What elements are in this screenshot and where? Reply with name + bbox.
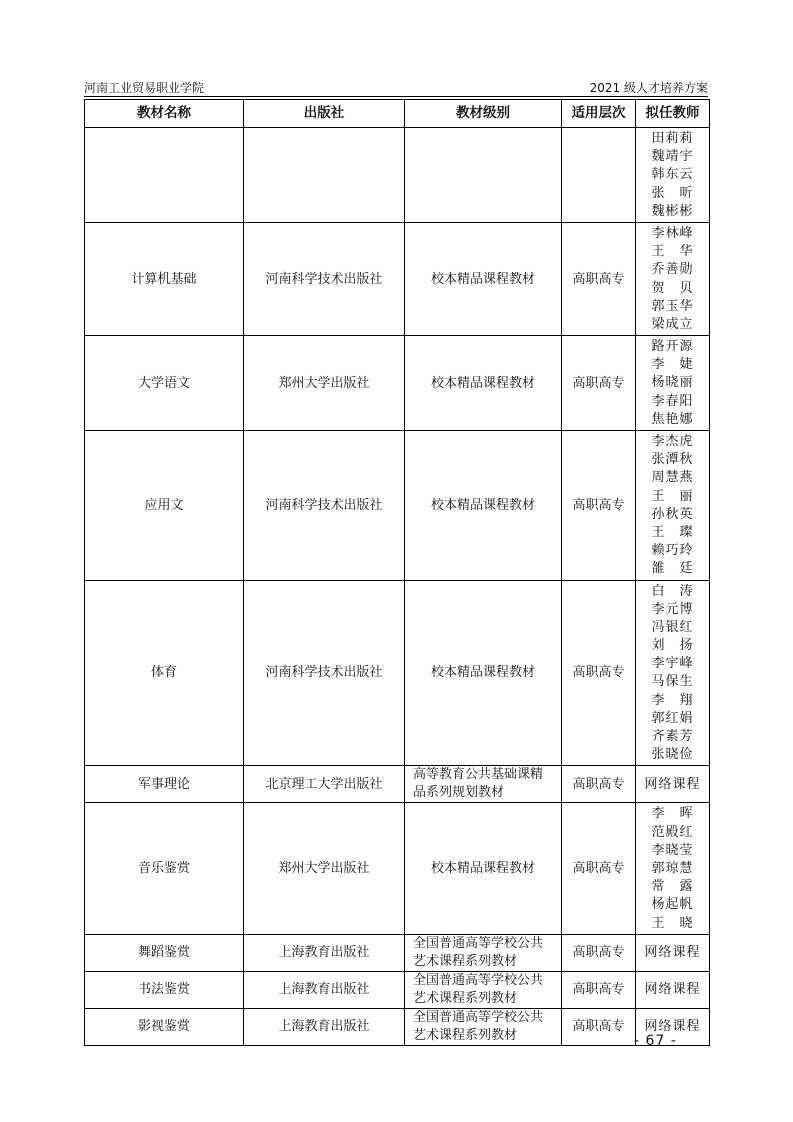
table-row	[85, 580, 710, 766]
teacher-name: 李晓莹	[651, 842, 694, 858]
cell-applicable-tier: 高职高专	[562, 431, 636, 581]
teacher-list	[640, 128, 705, 222]
cell-textbook-name: 军事理论	[85, 766, 244, 803]
textbook-level-line: 全国普通高等学校公共	[413, 1009, 544, 1025]
teacher-name: 李 翔	[651, 692, 694, 708]
teacher-name: 齐素芳	[651, 729, 694, 744]
textbook-table	[84, 99, 710, 1046]
textbook-level-line: 全国普通高等学校公共	[413, 972, 544, 988]
teacher-name: 郭红娟	[651, 710, 694, 726]
cell-teachers	[636, 934, 710, 971]
cell-textbook-name: 书法鉴赏	[85, 971, 244, 1008]
teacher-name: 梁成立	[651, 316, 694, 332]
cell-textbook-name: 舞蹈鉴赏	[85, 934, 244, 971]
table-body	[85, 128, 710, 1046]
table-row	[85, 971, 710, 1008]
column-header-textbook-level: 教材级别	[405, 100, 562, 128]
textbook-level-line: 品系列规划教材	[413, 785, 505, 801]
cell-teachers	[636, 803, 710, 934]
teacher-name: 网络课程	[644, 1019, 701, 1035]
teacher-name: 杨起帆	[651, 897, 694, 913]
column-header-publisher: 出版社	[244, 100, 405, 128]
table-row	[85, 766, 710, 803]
cell-textbook-level: 校本精品课程教材	[405, 580, 562, 766]
table-row	[85, 1008, 710, 1045]
cell-publisher: 河南科学技术出版社	[244, 431, 405, 581]
cell-publisher	[244, 128, 405, 223]
cell-textbook-level: 校本精品课程教材	[405, 803, 562, 934]
column-header-textbook-name: 教材名称	[85, 100, 244, 128]
header-rule	[84, 96, 708, 97]
cell-textbook-level: 校本精品课程教材	[405, 336, 562, 431]
table-row	[85, 222, 710, 335]
teacher-list	[640, 942, 705, 963]
cell-publisher: 上海教育出版社	[244, 934, 405, 971]
teacher-name: 冯银红	[651, 619, 694, 635]
cell-textbook-level	[405, 128, 562, 223]
cell-textbook-name: 音乐鉴赏	[85, 803, 244, 934]
column-header-applicable-tier: 适用层次	[562, 100, 636, 128]
teacher-list	[640, 979, 705, 1000]
cell-publisher: 北京理工大学出版社	[244, 766, 405, 803]
table-row	[85, 934, 710, 971]
cell-publisher: 上海教育出版社	[244, 971, 405, 1008]
teacher-name: 郭琼慧	[651, 860, 694, 876]
teacher-list	[640, 803, 705, 933]
cell-textbook-level	[405, 934, 562, 971]
teacher-name: 李春阳	[651, 393, 694, 409]
cell-applicable-tier: 高职高专	[562, 222, 636, 335]
cell-teachers	[636, 222, 710, 335]
cell-textbook-name: 影视鉴赏	[85, 1008, 244, 1045]
cell-textbook-name: 体育	[85, 580, 244, 766]
teacher-name: 魏彬彬	[651, 203, 694, 219]
teacher-name: 白 涛	[651, 583, 694, 599]
cell-applicable-tier: 高职高专	[562, 336, 636, 431]
teacher-name: 魏靖宇	[651, 149, 694, 165]
teacher-name: 刘 扬	[651, 638, 694, 654]
teacher-name: 王 璨	[651, 524, 694, 540]
page-number: - 67 -	[634, 1033, 677, 1049]
teacher-name: 张 昕	[651, 185, 694, 201]
teacher-name: 孙秋英	[651, 506, 694, 522]
teacher-name: 郭玉华	[651, 298, 694, 314]
cell-textbook-name: 计算机基础	[85, 222, 244, 335]
teacher-name: 张潭秋	[651, 452, 694, 468]
textbook-level-line: 高等教育公共基础课精	[413, 767, 544, 783]
cell-teachers	[636, 766, 710, 803]
cell-textbook-level: 校本精品课程教材	[405, 431, 562, 581]
teacher-name: 李林峰	[651, 225, 694, 241]
teacher-list	[640, 581, 705, 766]
teacher-name: 范殿红	[651, 824, 694, 840]
table-row	[85, 431, 710, 581]
cell-publisher: 郑州大学出版社	[244, 336, 405, 431]
teacher-name: 李 晖	[651, 806, 694, 822]
table-row	[85, 128, 710, 223]
institution-name: 河南工业贸易职业学院	[84, 81, 205, 95]
table-row	[85, 803, 710, 934]
cell-publisher: 河南科学技术出版社	[244, 580, 405, 766]
cell-applicable-tier	[562, 128, 636, 223]
teacher-list	[640, 431, 705, 580]
teacher-name: 雒 廷	[651, 561, 694, 577]
cell-applicable-tier: 高职高专	[562, 934, 636, 971]
cell-applicable-tier: 高职高专	[562, 580, 636, 766]
cell-applicable-tier: 高职高专	[562, 803, 636, 934]
teacher-name: 贺 贝	[651, 280, 694, 296]
teacher-name: 田莉莉	[651, 131, 694, 146]
cell-textbook-name: 大学语文	[85, 336, 244, 431]
cell-publisher: 上海教育出版社	[244, 1008, 405, 1045]
cell-teachers	[636, 128, 710, 223]
teacher-list	[640, 774, 705, 795]
table-header-row	[85, 100, 710, 128]
cell-publisher: 郑州大学出版社	[244, 803, 405, 934]
teacher-name: 王 丽	[651, 488, 694, 504]
textbook-level-line: 艺术课程系列教材	[413, 953, 518, 969]
teacher-name: 马保生	[651, 674, 694, 690]
teacher-name: 韩东云	[651, 167, 694, 183]
cell-teachers	[636, 971, 710, 1008]
teacher-name: 杨晓丽	[651, 375, 694, 391]
cell-teachers	[636, 580, 710, 766]
cell-textbook-level	[405, 1008, 562, 1045]
teacher-name: 周慧燕	[651, 470, 694, 486]
cell-textbook-level	[405, 766, 562, 803]
cell-textbook-name	[85, 128, 244, 223]
document-title: 2021 级人才培养方案	[589, 81, 708, 95]
textbook-level-line: 全国普通高等学校公共	[413, 935, 544, 951]
teacher-name: 赖巧玲	[651, 543, 694, 559]
cell-applicable-tier: 高职高专	[562, 971, 636, 1008]
teacher-name: 张晓俭	[651, 747, 694, 763]
cell-teachers	[636, 431, 710, 581]
teacher-list	[640, 223, 705, 335]
teacher-name: 网络课程	[644, 945, 701, 961]
column-header-teachers: 拟任教师	[636, 100, 710, 128]
teacher-name: 乔善勋	[651, 262, 694, 278]
teacher-name: 李宇峰	[651, 656, 694, 672]
textbook-level-line: 艺术课程系列教材	[413, 990, 518, 1006]
teacher-name: 王 晓	[651, 915, 694, 931]
cell-applicable-tier: 高职高专	[562, 1008, 636, 1045]
teacher-list	[640, 336, 705, 430]
teacher-name: 李 婕	[651, 357, 694, 373]
cell-textbook-level: 校本精品课程教材	[405, 222, 562, 335]
teacher-name: 网络课程	[644, 776, 701, 792]
page-header	[84, 79, 708, 97]
teacher-name: 王 华	[651, 244, 694, 260]
cell-textbook-level	[405, 971, 562, 1008]
cell-applicable-tier: 高职高专	[562, 766, 636, 803]
teacher-name: 路开源	[651, 339, 694, 355]
teacher-name: 李杰虎	[651, 434, 694, 449]
table-row	[85, 336, 710, 431]
cell-textbook-name: 应用文	[85, 431, 244, 581]
teacher-name: 常 露	[651, 879, 694, 895]
textbook-level-line: 艺术课程系列教材	[413, 1027, 518, 1043]
teacher-name: 李元博	[651, 601, 694, 617]
cell-teachers	[636, 336, 710, 431]
teacher-name: 焦艳娜	[651, 411, 694, 427]
cell-publisher: 河南科学技术出版社	[244, 222, 405, 335]
teacher-name: 网络课程	[644, 982, 701, 998]
